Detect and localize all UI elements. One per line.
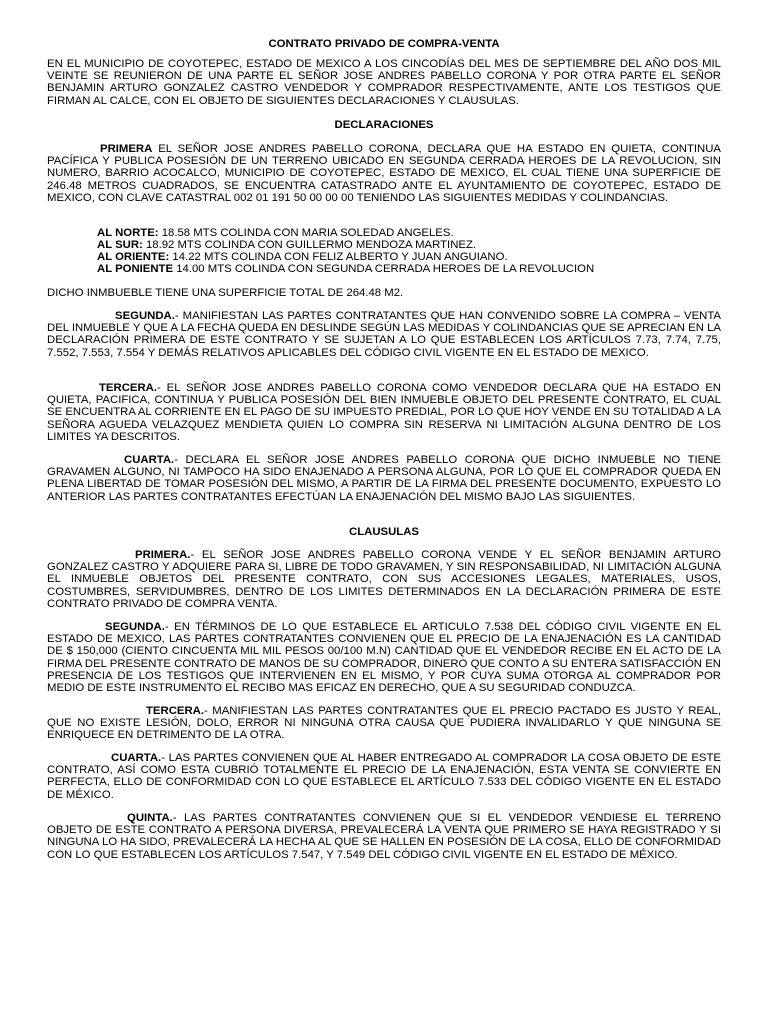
declaracion-segunda	[47, 310, 721, 359]
colindancia-norte-text: 18.58 MTS COLINDA CON MARIA SOLEDAD ANGELES.	[158, 227, 454, 239]
clausula-segunda-text: - EN TÉRMINOS DE LO QUE ESTABLECE EL ARTICULO 7.538 DEL CÓDIGO CIVIL VIGENTE EN EL ESTADO DE MEXICO, LAS PARTES CONTRATANTES CONVIENEN QUE EL PRECIO DE LA ENAJENACIÓN ES LA CANTIDAD DE $ 150,000 (CIENTO CINCUENTA MIL MIL PESOS 00/100 M.N) CANTIDAD QUE EL VENDEDOR RECIBE EN EL ACTO DE LA FIRMA DEL PRESENTE CONTRATO DE MANOS DE SU COMPRADOR, DINERO QUE CONTO A SU ENTERA SATISFACCIÓN EN PRESENCIA DE LOS TESTIGOS QUE INTERVIENEN EN EL MISMO, Y POR CUYA SUMA OTORGA AL COMPRADOR POR MEDIO DE ESTE INSTRUMENTO EL RECIBO MAS EFICAZ EN DERECHO, QUE A SU SEGURIDAD CONDUZCA.	[47, 621, 721, 695]
declaracion-primera-lead: PRIMERA	[100, 143, 153, 155]
declaracion-primera-text: EL SEÑOR JOSE ANDRES PABELLO CORONA, DECLARA QUE HA ESTADO EN QUIETA, CONTINUA PACÍFICA Y PUBLICA POSESIÓN DE UN TERRENO UBICADO EN SEGUNDA CERRADA HEROES DE LA REVOLUCION, SIN NUMERO, BARRIO ACOCALCO, MUNICIPIO DE COYOTEPEC, ESTADO DE MEXICO, EL CUAL TIENE UNA SUPERFICIE DE 246.48 METROS CUADRADOS, SE ENCUENTRA CATASTRADO ANTE EL AYUNTAMIENTO DE COYOTEPEC, ESTADO DE MEXICO, CON CLAVE CATASTRAL 002 01 191 50 00 00 00 TENIENDO LAS SIGUIENTES MEDIDAS Y COLINDANCIAS.	[47, 143, 721, 204]
declaracion-tercera-lead: TERCERA.	[99, 382, 157, 394]
declaracion-segunda-lead: SEGUNDA.	[115, 310, 175, 322]
clausula-tercera-text: - MANIFIESTAN LAS PARTES CONTRATANTES QUE EL PRECIO PACTADO ES JUSTO Y REAL, QUE NO EXISTE LESIÓN, DOLO, ERROR NI NINGUNA OTRA CAUSA QUE PUDIERA INVALIDARLO Y QUE NINGUNA SE ENRIQUECE EN DETRIMENTO DE LA OTRA.	[47, 705, 721, 742]
clausula-primera-text: - EL SEÑOR JOSE ANDRES PABELLO CORONA VENDE Y EL SEÑOR BENJAMIN ARTURO GONZALEZ CASTRO Y ADQUIERE PARA SI, LIBRE DE TODO GRAVAMEN, Y SIN RESPONSABILIDAD, NI LIMITACIÓN ALGUNA EL INMUEBLE OBJETOS DEL PRESENTE CONTRATO, CON SUS ACCESIONES LEGALES, MATERIALES, USOS, COSTUMBRES, SERVIDUMBRES, DENTRO DE LOS LIMITES DETERMINADOS EN LA DECLARACIÓN PRIMERA DE ESTE CONTRATO PRIVADO DE COMPRA VENTA.	[47, 549, 721, 610]
colindancia-sur-text: 18.92 MTS COLINDA CON GUILLERMO MENDOZA MARTINEZ.	[142, 239, 477, 251]
colindancia-oriente-text: 14.22 MTS COLINDA CON FELIZ ALBERTO Y JUAN ANGUIANO.	[169, 251, 508, 263]
declaracion-segunda-text: - MANIFIESTAN LAS PARTES CONTRATANTES QUE HAN CONVENIDO SOBRE LA COMPRA – VENTA DEL INMUEBLE Y QUE A LA FECHA QUEDA EN DESLINDE SEGÚN LAS MEDIDAS Y COLINDANCIAS QUE SE APRECIAN EN LA DECLARACIÓN PRIMERA DE ESTE CONTRATO Y SE SUJETAN A LO QUE ESTABLECEN LOS ARTÍCULOS 7.73, 7.74, 7.75, 7.552, 7.553, 7.554 Y DEMÁS RELATIVOS APLICABLES DEL CÓDIGO CIVIL VIGENTE EN EL ESTADO DE MEXICO.	[47, 310, 721, 359]
colindancia-oriente-label: AL ORIENTE:	[97, 251, 170, 263]
declaracion-cuarta	[47, 454, 721, 503]
document-title: CONTRATO PRIVADO DE COMPRA-VENTA	[268, 38, 500, 50]
colindancia-sur	[97, 239, 476, 251]
declaracion-primera	[47, 143, 721, 204]
clausula-cuarta	[47, 752, 721, 801]
clausula-tercera	[47, 705, 721, 742]
clausula-quinta-lead: QUINTA.	[127, 812, 173, 824]
clausula-primera-lead: PRIMERA.	[135, 549, 191, 561]
colindancia-norte	[97, 227, 454, 239]
clausula-quinta	[47, 812, 721, 861]
declaraciones-heading: DECLARACIONES	[334, 119, 434, 131]
clausula-cuarta-text: - LAS PARTES CONVIENEN QUE AL HABER ENTREGADO AL COMPRADOR LA COSA OBJETO DE ESTE CONTRATO, ASÍ COMO ESTA CUBRIÓ TOTALMENTE EL PRECIO DE LA ENAJENACIÓN, ESTA VENTA SE CONVIERTE EN PERFECTA, ELLO DE CONFORMIDAD CON LO QUE ESTABLECE EL ARTÍCULO 7.533 DEL CÓDIGO VIGENTE EN EL ESTADO DE MÉXICO.	[47, 752, 721, 801]
clausula-primera	[47, 549, 721, 610]
declaracion-cuarta-text: - DECLARA EL SEÑOR JOSE ANDRES PABELLO CORONA QUE DICHO INMUEBLE NO TIENE GRAVAMEN ALGUNO, NI TAMPOCO HA SIDO ENAJENADO A PERSONA ALGUNA, POR LO QUE EL COMPRADOR QUEDA EN PLENA LIBERTAD DE TOMAR POSESIÓN DEL MISMO, A PARTIR DE LA FIRMA DEL PRESENTE DOCUMENTO, EXPUESTO LO ANTERIOR LAS PARTES CONTRATANTES EFECTÚAN LA ENAJENACIÓN DEL MISMO BAJO LAS SIGUIENTES.	[47, 454, 721, 503]
declaracion-cuarta-lead: CUARTA.	[124, 454, 175, 466]
colindancia-norte-label: AL NORTE:	[97, 227, 159, 239]
colindancia-poniente-label: AL PONIENTE	[97, 263, 174, 275]
clausula-segunda-lead: SEGUNDA.	[105, 621, 165, 633]
colindancia-oriente	[97, 251, 508, 263]
clausula-cuarta-lead: CUARTA.	[111, 752, 162, 764]
colindancia-poniente-text: 14.00 MTS COLINDA CON SEGUNDA CERRADA HEROES DE LA REVOLUCION	[173, 263, 595, 275]
declaracion-tercera-text: - EL SEÑOR JOSE ANDRES PABELLO CORONA COMO VENDEDOR DECLARA QUE HA ESTADO EN QUIETA, PACIFICA, CONTINUA Y PUBLICA POSESIÓN DEL BIEN INMUEBLE OBJETO DEL PRESENTE CONTRATO, EL CUAL SE ENCUENTRA AL CORRIENTE EN EL PAGO DE SU IMPUESTO PREDIAL, POR LO QUE HOY VENDE EN SU TOTALIDAD A LA SEÑORA AGUEDA VELAZQUEZ MENDIETA QUIEN LO COMPRA SIN RESERVA NI LIMITACIÓN ALGUNA DENTRO DE LOS LIMITES YA DESCRITOS.	[47, 382, 721, 443]
superficie-total: DICHO INMBUEBLE TIENE UNA SUPERFICIE TOTAL DE 264.48 M2.	[47, 287, 404, 299]
clausula-quinta-text: - LAS PARTES CONTRATANTES CONVIENEN QUE SI EL VENDEDOR VENDIESE EL TERRENO OBJETO DE ESTE CONTRATO A PERSONA DIVERSA, PREVALECERÁ LA VENTA QUE PRIMERO SE HAYA REGISTRADO Y SI NINGUNA LO HA SIDO, PREVALECERÁ LA HECHA AL QUE SE HALLEN EN POSESIÓN DE LA COSA, ELLO DE CONFORMIDAD CON LO QUE ESTABLECEN LOS ARTÍCULOS 7.547, Y 7.549 DEL CÓDIGO CIVIL VIGENTE EN EL ESTADO DE MÉXICO.	[47, 812, 721, 861]
clausulas-heading: CLAUSULAS	[349, 526, 419, 538]
clausula-tercera-lead: TERCERA.	[146, 705, 204, 717]
intro-paragraph: EN EL MUNICIPIO DE COYOTEPEC, ESTADO DE MEXICO A LOS CINCODÍAS DEL MES DE SEPTIEMBRE DEL AÑO DOS MIL VEINTE SE REUNIERON DE UNA PARTE EL SEÑOR JOSE ANDRES PABELLO CORONA Y POR OTRA PARTE EL SEÑOR BENJAMIN ARTURO GONZALEZ CASTRO VENDEDOR Y COMPRADOR RESPECTIVAMENTE, ANTE LOS TESTIGOS QUE FIRMAN AL CALCE, CON EL OBJETO DE SIGUIENTES DECLARACIONES Y CLAUSULAS.	[47, 58, 721, 107]
clausula-segunda	[47, 621, 721, 694]
colindancia-poniente	[97, 263, 594, 275]
declaracion-tercera	[47, 382, 721, 443]
colindancia-sur-label: AL SUR:	[97, 239, 143, 251]
